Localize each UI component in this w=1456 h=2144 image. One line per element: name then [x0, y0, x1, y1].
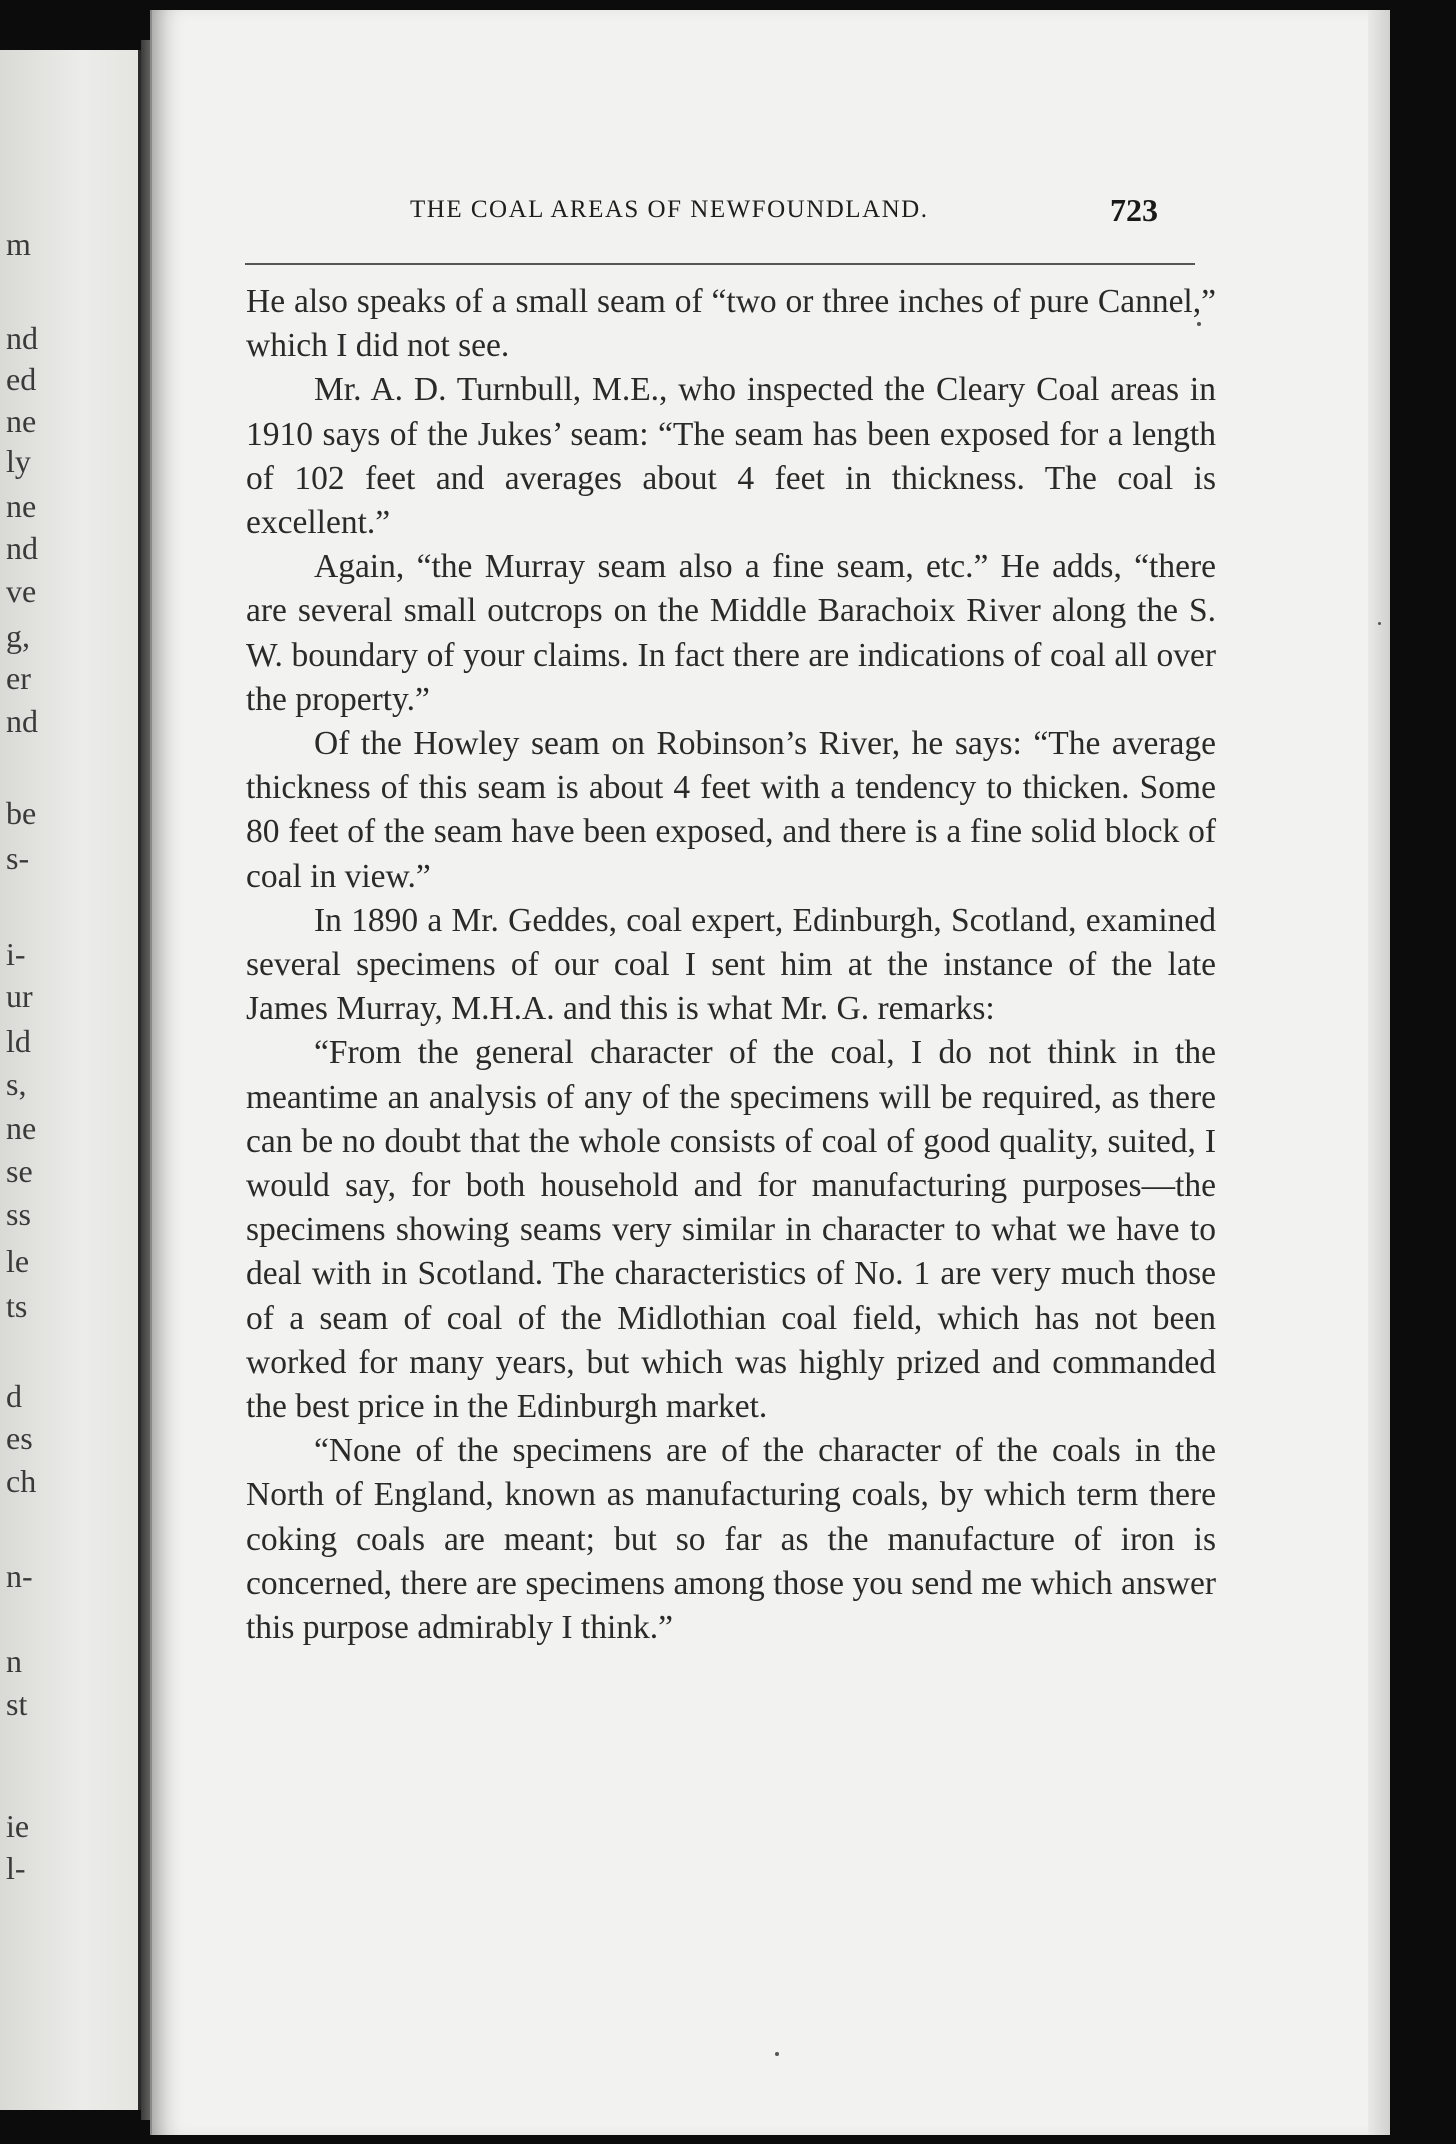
facing-page-fragment: ch — [6, 1463, 37, 1499]
facing-page-fragment: er — [6, 660, 31, 696]
facing-page-fragment: nd — [6, 703, 38, 739]
facing-page-fragment: le — [6, 1243, 30, 1279]
facing-page-fragment: n- — [6, 1558, 33, 1594]
facing-page-fragment: ld — [6, 1023, 31, 1059]
facing-page-fragment: ur — [6, 978, 33, 1014]
print-speck — [775, 2052, 779, 2056]
body-text — [246, 280, 1216, 1650]
facing-page — [0, 50, 141, 2110]
print-speck — [1197, 322, 1201, 326]
facing-page-fragment: es — [6, 1420, 33, 1456]
page-number: 723 — [1110, 192, 1158, 228]
paragraph: “From the general character of the coal, I do not think in the meantime an analysis of any of the specimens will be required, as there can be no doubt that the whole consists of coal of good quality, suited, I would say, for both household and for manufacturing purposes—the specimens showing seams very similar in character to what we have to deal with in Scotland. The characteristics of No. 1 are very much those of a seam of coal of the Midlothian coal field, which has not been worked for many years, but which was highly prized and commanded the best price in the Edinburgh market. — [246, 1034, 1216, 1426]
facing-page-fragment: s, — [6, 1066, 27, 1102]
facing-page-fragment: nd — [6, 320, 38, 356]
facing-page-fragment: ne — [6, 1110, 37, 1146]
paragraph: Of the Howley seam on Robinson’s River, he says: “The average thickness of this seam is about 4 feet with a tendency to thicken. Some 80 feet of the seam have been exposed, and there is a fine solid block of coal in view.” — [246, 725, 1216, 895]
facing-page-fragment: be — [6, 795, 37, 831]
facing-page-fragment: ss — [6, 1196, 31, 1232]
facing-page-fragment: m — [6, 226, 31, 262]
paragraph: “None of the specimens are of the character of the coals in the North of England, known as manufacturing coals, by which term there coking coals are meant; but so far as the manufacture of iron is concerned, there are specimens among those you send me which answer this purpose admirably I think.” — [246, 1432, 1216, 1647]
facing-page-fragment: ie — [6, 1808, 30, 1844]
paragraph: Mr. A. D. Turnbull, M.E., who inspected the Cleary Coal areas in 1910 says of the Jukes’ seam: “The seam has been exposed for a length of 102 feet and averages about 4 feet in thickness. The coal is excellent.” — [246, 371, 1216, 542]
facing-page-fragment: st — [6, 1686, 28, 1722]
facing-page-fragment: i- — [6, 936, 26, 972]
paragraph: He also speaks of a small seam of “two or three inches of pure Cannel,” which I did not see. — [246, 283, 1216, 365]
facing-page-fragment: ly — [6, 443, 31, 479]
paragraph: Again, “the Murray seam also a fine seam, etc.” He adds, “there are several small outcrops on the Middle Barachoix River along the S. W. boundary of your claims. In fact there are indications of coal all over the property.” — [246, 548, 1216, 718]
facing-page-fragment: se — [6, 1153, 33, 1189]
facing-page-fragment: l- — [6, 1850, 26, 1886]
facing-page-fragment: ne — [6, 488, 37, 524]
header-rule — [245, 263, 1195, 265]
facing-page-fragment: ed — [6, 361, 37, 397]
page-edge — [1368, 10, 1390, 2135]
print-speck — [1378, 622, 1381, 625]
paragraph: In 1890 a Mr. Geddes, coal expert, Edinburgh, Scotland, examined several specimens of our coal I sent him at the instance of the late James Murray, M.H.A. and this is what Mr. G. remarks: — [246, 901, 1216, 1028]
facing-page-fragment: d — [6, 1378, 22, 1414]
facing-page-fragment: ts — [6, 1288, 28, 1324]
facing-page-fragment: s- — [6, 840, 30, 876]
facing-page-fragment: nd — [6, 530, 38, 566]
facing-page-fragment: n — [6, 1643, 22, 1679]
running-title: THE COAL AREAS OF NEWFOUNDLAND. — [410, 196, 929, 223]
facing-page-fragment: ve — [6, 573, 37, 609]
facing-page-fragment: ne — [6, 403, 37, 439]
facing-page-fragment: g, — [6, 618, 30, 654]
